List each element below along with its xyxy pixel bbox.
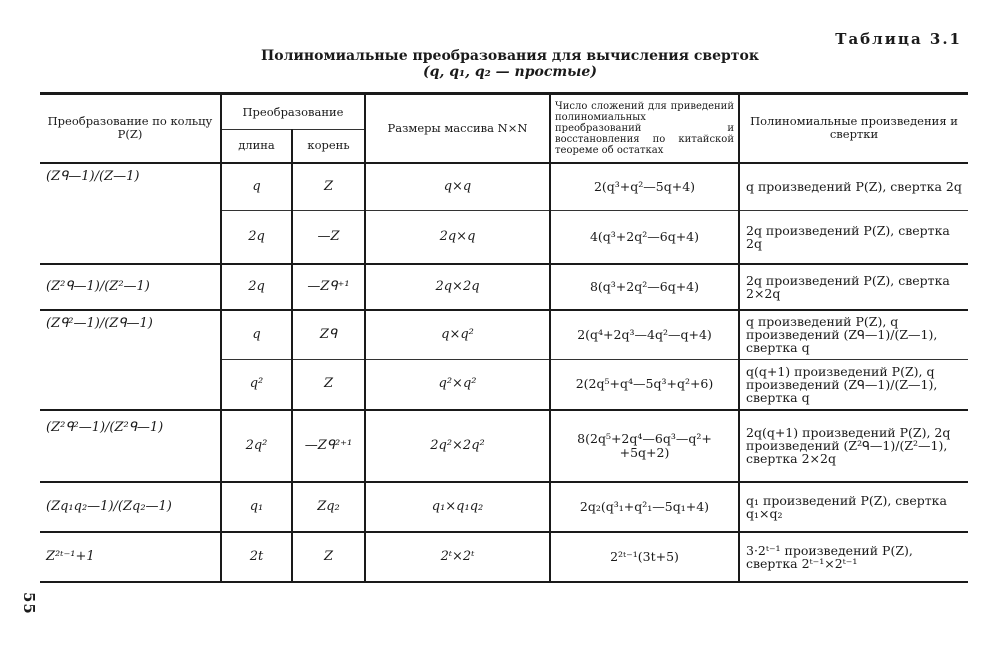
size-cell: q₁×q₁q₂ (365, 482, 550, 532)
table-row (40, 264, 968, 310)
header-root: корень (292, 130, 365, 163)
products-cell: q произведений P(Z), свертка 2q (739, 163, 968, 211)
table-row (40, 482, 968, 532)
length-cell: 2q (221, 211, 292, 264)
table-row (40, 310, 968, 360)
header-ring: Преобразование по кольцу P(Z) (40, 94, 221, 163)
size-cell: q²×q² (365, 360, 550, 410)
convolution-table (40, 92, 968, 583)
header-sizes: Размеры массива N×N (365, 94, 550, 163)
root-cell: —Zᑫ⁺¹ (292, 264, 365, 310)
length-cell: 2t (221, 532, 292, 582)
header-products: Полиномиальные произведения и свертки (739, 94, 968, 163)
size-cell: 2q×2q (365, 264, 550, 310)
ring-cell: (Zq₁q₂—1)/(Zq₂—1) (40, 482, 221, 532)
adds-cell: 8(2q⁵+2q⁴—6q³—q²+ +5q+2) (550, 410, 739, 482)
adds-cell: 4(q³+2q²—6q+4) (550, 211, 739, 264)
table-title-block (0, 48, 1000, 80)
products-cell: q произведений P(Z), q произведений (Zᑫ—1)/(Z—1), свертка q (739, 310, 968, 360)
length-cell: q (221, 163, 292, 211)
root-cell: Zᑫ (292, 310, 365, 360)
length-cell: 2q² (221, 410, 292, 482)
table-title: Полиномиальные преобразования для вычисления сверток (261, 48, 759, 64)
size-cell: q×q (365, 163, 550, 211)
table-row (40, 532, 968, 582)
size-cell: 2q×q (365, 211, 550, 264)
table-subtitle: (q, q₁, q₂ — простые) (423, 64, 597, 80)
adds-cell: 2²ᵗ⁻¹(3t+5) (550, 532, 739, 582)
size-cell: 2ᵗ×2ᵗ (365, 532, 550, 582)
table-row (40, 410, 968, 482)
ring-cell: (Zᑫ²—1)/(Zᑫ—1) (40, 310, 221, 410)
products-cell: 3·2ᵗ⁻¹ произведений P(Z), свертка 2ᵗ⁻¹×2ᵗ⁻¹ (739, 532, 968, 582)
products-cell: 2q(q+1) произведений P(Z), 2q произведений (Z²ᑫ—1)/(Z²—1), свертка 2×2q (739, 410, 968, 482)
root-cell: —Z (292, 211, 365, 264)
page-number: 55 (20, 592, 38, 615)
root-cell: Zq₂ (292, 482, 365, 532)
ring-cell: Z²ᵗ⁻¹+1 (40, 532, 221, 582)
products-cell: q(q+1) произведений P(Z), q произведений (Zᑫ—1)/(Z—1), свертка q (739, 360, 968, 410)
ring-cell: (Zᑫ—1)/(Z—1) (40, 163, 221, 264)
size-cell: 2q²×2q² (365, 410, 550, 482)
root-cell: Z (292, 360, 365, 410)
root-cell: Z (292, 532, 365, 582)
adds-cell: 2(2q⁵+q⁴—5q³+q²+6) (550, 360, 739, 410)
table-label: Таблица 3.1 (835, 30, 962, 48)
root-cell: —Zᑫ²⁺¹ (292, 410, 365, 482)
header-length: длина (221, 130, 292, 163)
products-cell: 2q произведений P(Z), свертка 2q (739, 211, 968, 264)
length-cell: q (221, 310, 292, 360)
ring-cell: (Z²ᑫ²—1)/(Z²ᑫ—1) (40, 410, 221, 482)
root-cell: Z (292, 163, 365, 211)
table-row (40, 163, 968, 211)
length-cell: 2q (221, 264, 292, 310)
products-cell: q₁ произведений P(Z), свертка q₁×q₂ (739, 482, 968, 532)
length-cell: q₁ (221, 482, 292, 532)
size-cell: q×q² (365, 310, 550, 360)
products-cell: 2q произведений P(Z), свертка 2×2q (739, 264, 968, 310)
header-transform: Преобразование (221, 94, 365, 130)
adds-cell: 2q₂(q³₁+q²₁—5q₁+4) (550, 482, 739, 532)
length-cell: q² (221, 360, 292, 410)
adds-cell: 8(q³+2q²—6q+4) (550, 264, 739, 310)
header-additions: Число сложений для приведений полиномиальных преобразований и восстановления по китайской теореме об остатках (550, 94, 739, 163)
adds-cell: 2(q³+q²—5q+4) (550, 163, 739, 211)
ring-cell: (Z²ᑫ—1)/(Z²—1) (40, 264, 221, 310)
adds-cell: 2(q⁴+2q³—4q²—q+4) (550, 310, 739, 360)
